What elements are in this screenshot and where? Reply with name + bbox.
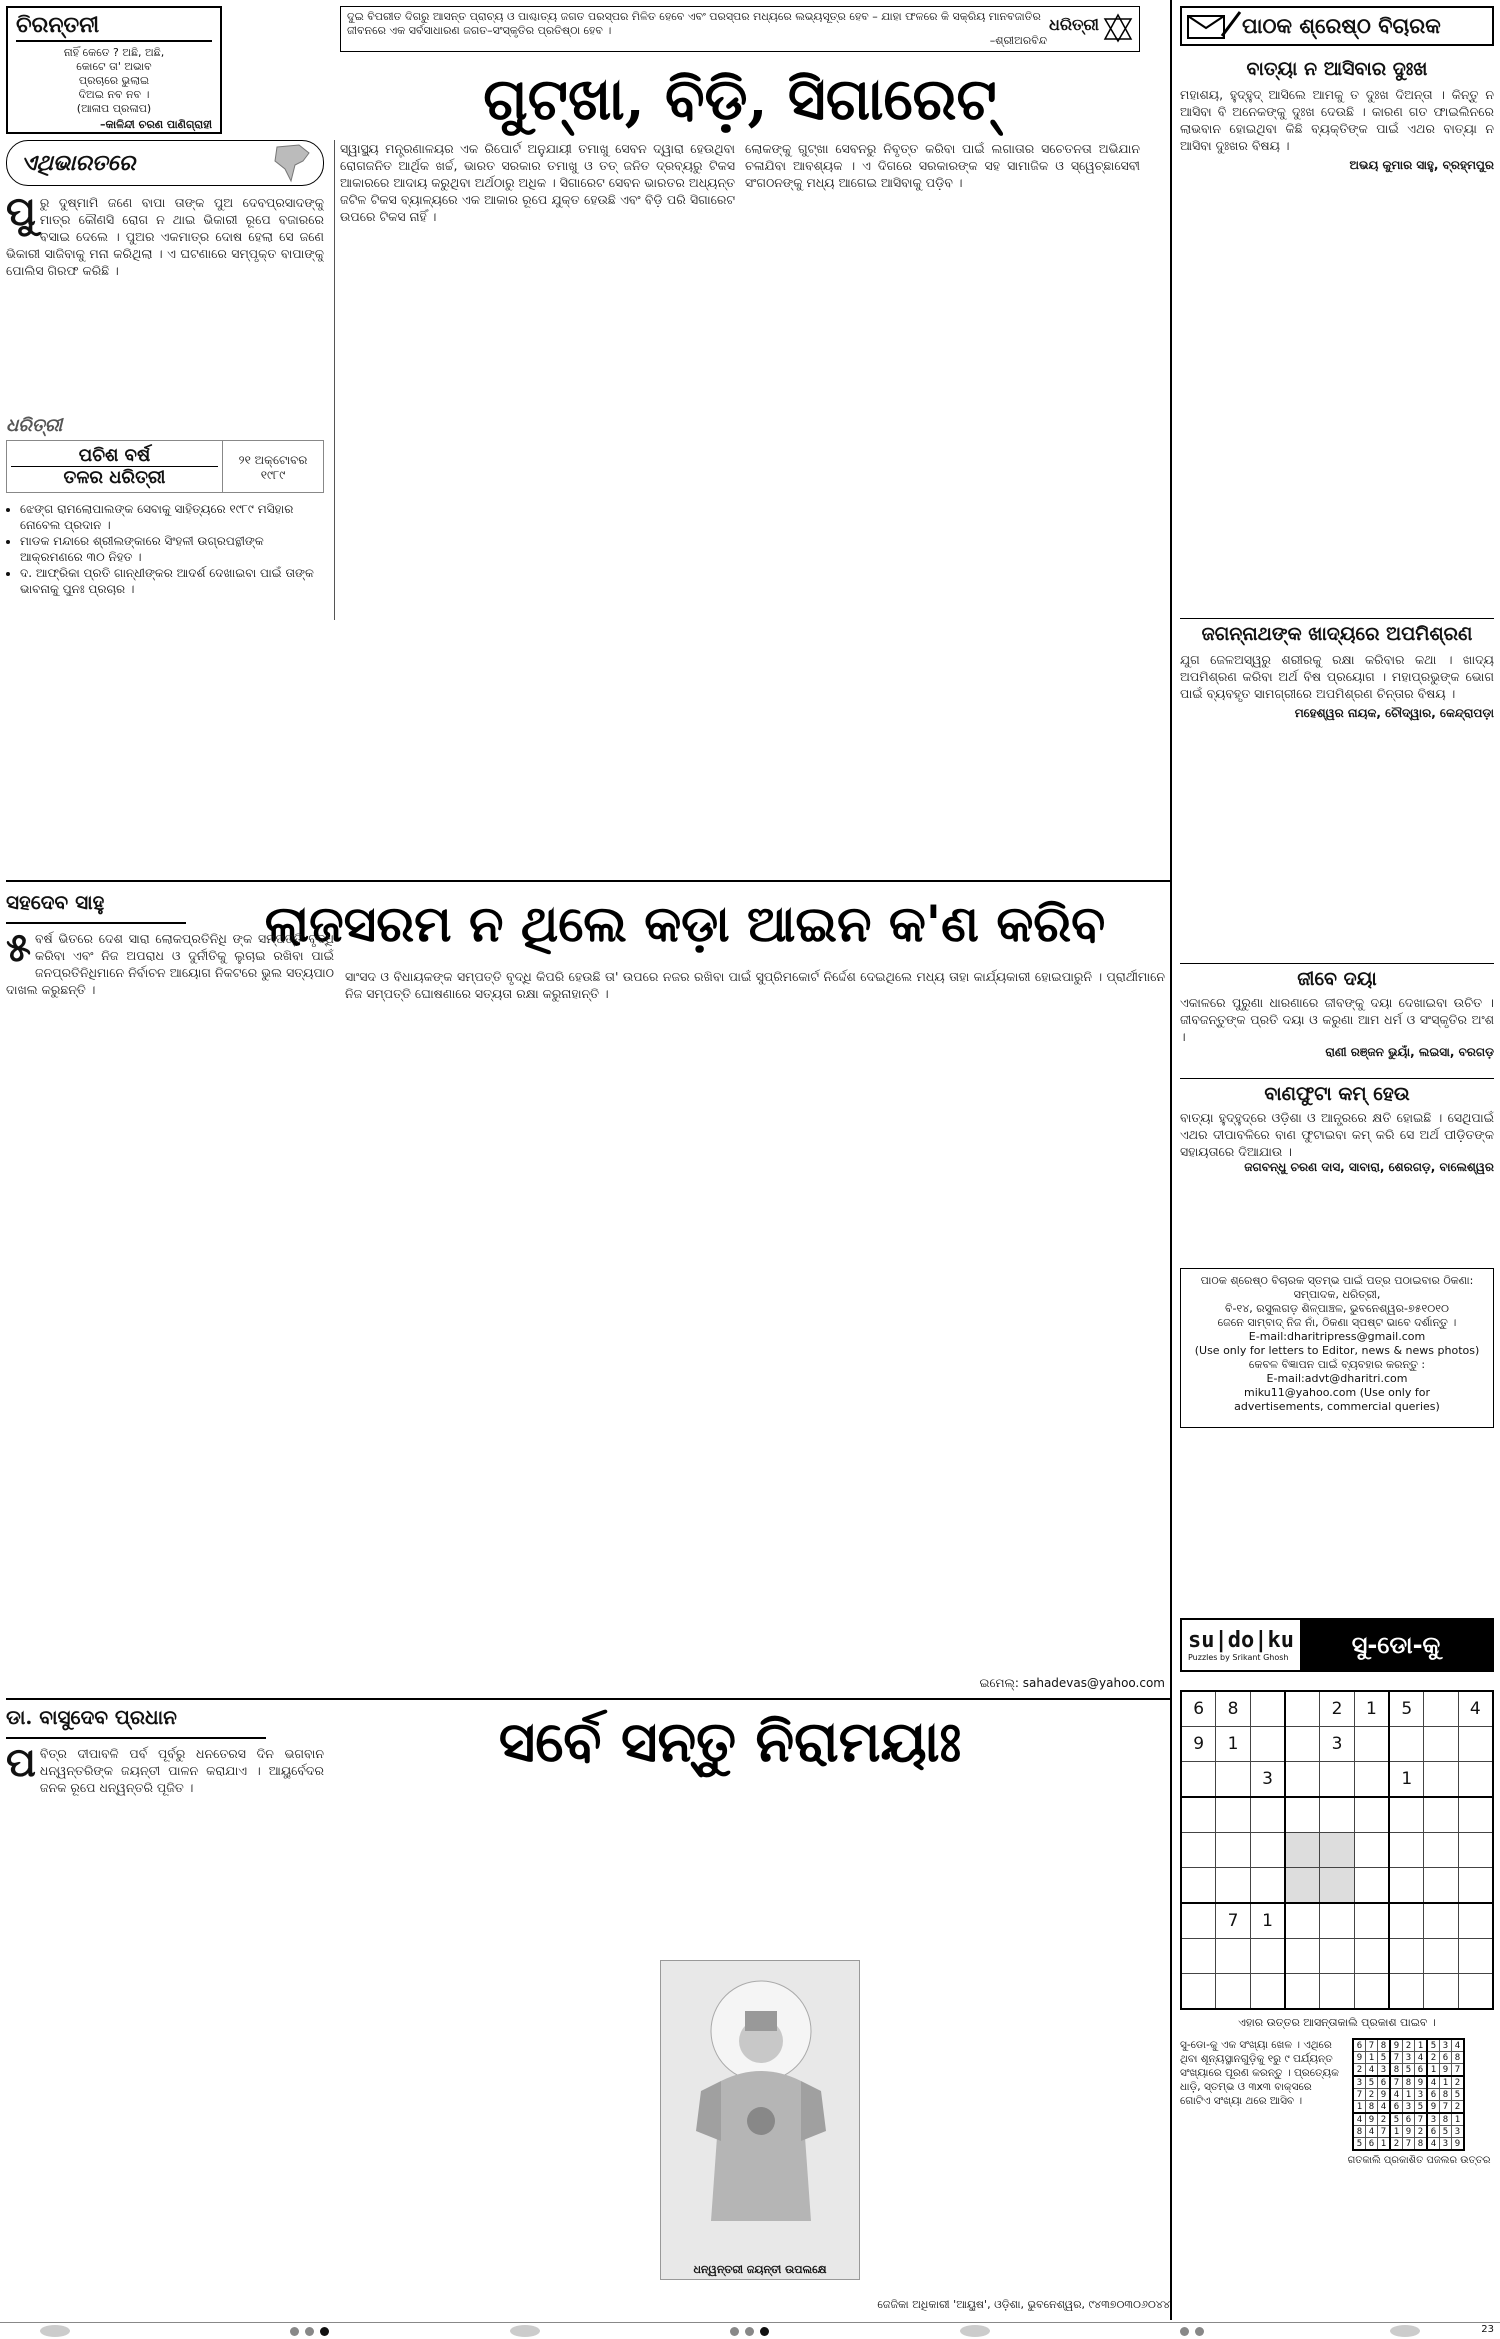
sudoku-cell[interactable]: [1320, 1868, 1354, 1904]
solution-cell: 1: [1427, 2064, 1440, 2077]
sahadev-col1: [6, 930, 334, 1680]
sudoku-cell[interactable]: [1285, 1797, 1320, 1833]
sudoku-cell[interactable]: [1320, 1974, 1354, 2010]
envelope-pen-icon: [1182, 8, 1242, 44]
sudoku-cell[interactable]: [1354, 1833, 1389, 1868]
sudoku-cell[interactable]: [1458, 1833, 1493, 1868]
sudoku-cell[interactable]: 1: [1216, 1727, 1250, 1762]
solution-cell: 7: [1366, 2039, 1378, 2052]
solution-cell: 4: [1452, 2039, 1465, 2052]
column-rule: [334, 140, 335, 620]
sudoku-cell[interactable]: [1458, 1974, 1493, 2010]
sudoku-cell[interactable]: 1: [1389, 1762, 1424, 1798]
solution-cell: 5: [1353, 2138, 1366, 2151]
solution-cell: 2: [1353, 2064, 1366, 2077]
basudev-col1: [6, 1745, 324, 2315]
sahadev-email[interactable]: ଇମେଲ୍: sahadevas@yahoo.com: [979, 1676, 1165, 1690]
register-dot-icon: [760, 2327, 769, 2336]
quote-author: –ଶ୍ରୀଅରବିନ୍ଦ: [989, 34, 1047, 47]
solution-cell: 8: [1378, 2039, 1391, 2052]
solution-cell: 3: [1353, 2076, 1366, 2089]
sudoku-logo: su|do|ku: [1188, 1628, 1294, 1653]
sudoku-row: [1181, 1974, 1493, 2010]
register-mark-icon: [1390, 2325, 1420, 2337]
solution-cell: 3: [1403, 2101, 1415, 2114]
solution-row: [1353, 2113, 1464, 2126]
sudoku-row: [1181, 1939, 1493, 1974]
solution-cell: 5: [1452, 2089, 1465, 2101]
sudoku-cell[interactable]: 8: [1216, 1691, 1250, 1727]
letter-sign: ରାଣୀ ରଞ୍ଜନ ଭୁୟାଁ, ଲଇସା, ବରଗଡ଼: [1325, 1045, 1494, 1059]
page-number: 23: [1481, 2324, 1494, 2335]
sudoku-cell[interactable]: [1354, 1903, 1389, 1939]
contact-line: E-mail:advt@dharitri.com: [1266, 1372, 1408, 1385]
solution-cell: 1: [1452, 2113, 1465, 2126]
basudev-text: ବିତ୍ର ଦୀପାବଳି ପର୍ବ ପୂର୍ବରୁ ଧନତେରସ ଦିନ ଭଗବାନ ଧନ୍ୱନ୍ତରିଙ୍କ ଜୟନ୍ତୀ ପାଳନ କରାଯାଏ । ଆୟୁର୍ବେଦର ଜନକ ରୂପେ ଧନ୍ୱନ୍ତରି ପୂଜିତ ।: [39, 1746, 324, 1795]
solution-cell: 3: [1378, 2064, 1391, 2077]
basudev-address: ଜେଜିକା ଅଧିକାରୀ 'ଆୟୁଷ', ଓଡ଼ିଶା, ଭୁବନେଶ୍ୱର, ୯୪୩୭୦୩୦୬୦୪୪: [877, 2298, 1170, 2311]
sudoku-cell[interactable]: [1285, 1833, 1320, 1868]
solution-cell: 6: [1366, 2138, 1378, 2151]
sudoku-cell[interactable]: 4: [1458, 1691, 1493, 1727]
star-emblem-icon: [1103, 13, 1133, 43]
sudoku-cell[interactable]: [1250, 1797, 1285, 1833]
sudoku-cell[interactable]: [1285, 1762, 1320, 1798]
solution-cell: 6: [1353, 2039, 1366, 2052]
sudoku-answer-note: ଏହାର ଉତ୍ତର ଆସନ୍ତାକାଲି ପ୍ରକାଶ ପାଇବ ।: [1238, 2016, 1436, 2029]
solution-cell: 4: [1427, 2076, 1440, 2089]
letter-sign: ଜଗବନ୍ଧୁ ଚରଣ ଦାସ, ସାବାରା, ଶେରଗଡ଼, ବାଲେଶ୍ୱର: [1244, 1160, 1494, 1174]
solution-cell: 6: [1403, 2113, 1415, 2126]
basudev-byline: [6, 1705, 266, 1739]
sudoku-cell[interactable]: [1250, 1727, 1285, 1762]
sudoku-tagline: Puzzles by Srikant Ghosh: [1188, 1653, 1289, 1662]
register-dot-icon: [290, 2327, 299, 2336]
sudoku-cell[interactable]: [1285, 1868, 1320, 1904]
solution-cell: 6: [1378, 2076, 1391, 2089]
sudoku-cell[interactable]: [1285, 1939, 1320, 1974]
solution-cell: 8: [1403, 2076, 1415, 2089]
sudoku-cell[interactable]: [1181, 1762, 1216, 1798]
solution-cell: 6: [1427, 2126, 1440, 2138]
sudoku-cell[interactable]: 5: [1389, 1691, 1424, 1727]
solution-cell: 1: [1378, 2138, 1391, 2151]
contact-line: (Use only for letters to Editor, news & news photos): [1194, 1344, 1480, 1357]
letters-column: [1180, 58, 1494, 1258]
solution-cell: 3: [1452, 2126, 1465, 2138]
ethu-bharat-section: [6, 140, 324, 410]
image-caption: ଧନ୍ୱନ୍ତରୀ ଜୟନ୍ତୀ ଉପଲକ୍ଷେ: [693, 2263, 827, 2276]
solution-cell: 7: [1440, 2101, 1452, 2114]
sudoku-solution-grid: [1352, 2038, 1465, 2151]
sudoku-cell[interactable]: [1216, 1868, 1250, 1904]
sudoku-row: [1181, 1903, 1493, 1939]
sudoku-cell[interactable]: [1458, 1903, 1493, 1939]
sudoku-cell[interactable]: [1458, 1939, 1493, 1974]
solution-cell: 2: [1427, 2052, 1440, 2064]
letter-2: [1180, 618, 1494, 963]
dharitri25-line1: ପଚିଶ ବର୍ଷ: [11, 445, 218, 467]
solution-cell: 8: [1415, 2138, 1428, 2151]
sudoku-cell[interactable]: [1250, 1833, 1285, 1868]
solution-cell: 2: [1378, 2113, 1391, 2126]
solution-cell: 8: [1390, 2064, 1403, 2077]
sudoku-cell[interactable]: [1354, 1762, 1389, 1798]
headline-3: ସର୍ବେ ସନ୍ତୁ ନିରାମୟାଃ: [498, 1709, 962, 1775]
solution-cell: 4: [1415, 2052, 1428, 2064]
author-name: ସହଦେବ ସାହୁ: [6, 890, 105, 914]
divider: [6, 1698, 1172, 1700]
dharitri-25-years: [6, 415, 324, 615]
sudoku-cell[interactable]: [1181, 1868, 1216, 1904]
ethu-bharat-title: ଏଥିଭାରତରେ: [21, 150, 136, 176]
sudoku-cell[interactable]: [1389, 1974, 1424, 2010]
sudoku-cell[interactable]: [1181, 1903, 1216, 1939]
sudoku-cell[interactable]: [1389, 1833, 1424, 1868]
contact-line: miku11@yahoo.com (Use only for: [1244, 1386, 1430, 1399]
sudoku-cell[interactable]: [1424, 1797, 1458, 1833]
sudoku-cell[interactable]: [1181, 1797, 1216, 1833]
ethu-bharat-banner: [6, 140, 324, 186]
solution-row: [1353, 2138, 1464, 2151]
solution-row: [1353, 2101, 1464, 2114]
solution-cell: 5: [1440, 2126, 1452, 2138]
solution-cell: 9: [1390, 2039, 1403, 2052]
sudoku-cell[interactable]: 1: [1354, 1691, 1389, 1727]
sudoku-cell[interactable]: [1250, 1691, 1285, 1727]
register-dot-icon: [730, 2327, 739, 2336]
solution-cell: 3: [1403, 2052, 1415, 2064]
solution-cell: 7: [1403, 2138, 1415, 2151]
solution-cell: 7: [1378, 2126, 1391, 2138]
solution-row: [1353, 2089, 1464, 2101]
sudoku-cell[interactable]: [1354, 1797, 1389, 1833]
dharitri-logo: ଧରିତ୍ରୀ: [1049, 15, 1099, 34]
solution-cell: 9: [1452, 2138, 1465, 2151]
sudoku-cell[interactable]: [1354, 1868, 1389, 1904]
solution-cell: 9: [1366, 2113, 1378, 2126]
column-rule: [1170, 0, 1172, 2320]
sudoku-cell[interactable]: 9: [1181, 1727, 1216, 1762]
chirantani-box: [6, 6, 222, 134]
main-article-col1: ସ୍ୱାସ୍ଥ୍ୟ ମନ୍ତ୍ରଣାଳୟର ଏକ ରିପୋର୍ଟ ଅନୁଯାୟୀ ତମାଖୁ ସେବନ ଦ୍ୱାରା ହେଉଥିବା ରୋଗଜନିତ ଆର୍ଥିକ ଖର୍ଚ୍ଚ, ଭାରତ ସରକାର ତମାଖୁ ଓ ତତ୍ ଜନିତ ଦ୍ରବ୍ୟରୁ ଟିକସ ଆକାରରେ ଆଦାୟ କରୁଥିବା ଅର୍ଥଠାରୁ ଅଧିକ । ସିଗାରେଟ ସେବନ ଭାରତର ଅଧ୍ୟନ୍ତ ଜଟିଳ ଟିକସ ବ୍ୟାଳ୍ୟରେ ଏକ ଆକାର ରୂପେ ଯୁକ୍ତ ହେଉଛି ଏବଂ ବିଡ଼ି ପରି ସିଗାରେଟ ଉପରେ ଟିକସ ନାହିଁ ।: [340, 141, 735, 224]
list-item: • ମାଡକ ମନ୍ଦାରେ ଶ୍ରୀଲଙ୍କାରେ ସିଂହଳୀ ଉଗ୍ରପନ୍ଥୀଙ୍କ ଆକ୍ରମଣରେ ୩୦ ନିହତ ।: [20, 533, 324, 565]
sudoku-cell[interactable]: [1424, 1691, 1458, 1727]
top-quote: [340, 6, 1140, 52]
solution-cell: 4: [1427, 2138, 1440, 2151]
letter-text: ଯୁଗ ଜେଳଅସ୍ୱରୁ ଶରୀରକୁ ରକ୍ଷା କରିବାର କଥା । ଖାଦ୍ୟ ଅପମିଶ୍ରଣ କରିବା ଅର୍ଥ ବିଷ ପ୍ରୟୋଗ । ମହାପ୍ରଭୁଙ୍କ ଭୋଗ ପାଇଁ ବ୍ୟବହୃତ ସାମଗ୍ରୀରେ ଅପମିଶ୍ରଣ ଚିନ୍ତାର ବିଷୟ ।: [1180, 652, 1494, 701]
letter-title: ଜଗନ୍ନାଥଙ୍କ ଖାଦ୍ୟରେ ଅପମିଶ୍ରଣ: [1201, 623, 1473, 645]
solution-row: [1353, 2052, 1464, 2064]
list-item: • ଝେଙ୍ଗ ରାମଲୋପାଲଙ୍କ ସେବାକୁ ସାହିତ୍ୟରେ ୧୯୮୯ ମସିହାର ନୋବେଲ ପ୍ରଦାନ ।: [20, 501, 324, 533]
solution-row: [1353, 2064, 1464, 2077]
author-name: ଡା. ବାସୁଦେବ ପ୍ରଧାନ: [6, 1705, 177, 1729]
contact-box: [1180, 1268, 1494, 1428]
sudoku-cell[interactable]: [1216, 1939, 1250, 1974]
solution-cell: 7: [1390, 2052, 1403, 2064]
sudoku-row: [1181, 1868, 1493, 1904]
solution-cell: 2: [1390, 2138, 1403, 2151]
sudoku-cell[interactable]: 1: [1250, 1903, 1285, 1939]
sudoku-cell[interactable]: 6: [1181, 1691, 1216, 1727]
solution-cell: 2: [1452, 2076, 1465, 2089]
contact-line: advertisements, commercial queries): [1234, 1400, 1440, 1413]
letter-sign: ଅଭୟ କୁମାର ସାହୁ, ବ୍ରହ୍ମପୁର: [1349, 158, 1494, 172]
letter-title: ବାତ୍ୟା ନ ଆସିବାର ଦୁଃଖ: [1246, 58, 1428, 80]
sudoku-cell[interactable]: [1181, 1974, 1216, 2010]
solution-cell: 2: [1452, 2101, 1465, 2114]
letter-title: ଜୀବେ ଦୟା: [1297, 968, 1377, 990]
sudoku-cell[interactable]: 3: [1250, 1762, 1285, 1798]
solution-cell: 2: [1415, 2126, 1428, 2138]
solution-cell: 4: [1390, 2089, 1403, 2101]
sudoku-cell[interactable]: [1181, 1833, 1216, 1868]
solution-cell: 6: [1427, 2089, 1440, 2101]
register-dot-icon: [745, 2327, 754, 2336]
sudoku-header: [1180, 1618, 1494, 1672]
dharitri25-line2: ତଳର ଧରିତ୍ରୀ: [63, 467, 166, 488]
register-mark-icon: [960, 2325, 990, 2337]
sudoku-row: [1181, 1762, 1493, 1798]
solution-cell: 3: [1415, 2089, 1428, 2101]
dharitri25-list: [6, 501, 324, 597]
footer-rule: [0, 2322, 1500, 2323]
letter-text: ଏକାଳରେ ପୁରୁଣା ଧାରଣାରେ ଜୀବଙ୍କୁ ଦୟା ଦେଖାଇବା ଉଚିତ । ଜୀବଜନ୍ତୁଙ୍କ ପ୍ରତି ଦୟା ଓ କରୁଣା ଆମ ଧର୍ମ ଓ ସଂସ୍କୃତିର ଅଂଶ ।: [1180, 995, 1494, 1044]
solution-cell: 5: [1366, 2076, 1378, 2089]
solution-row: [1353, 2039, 1464, 2052]
solution-cell: 1: [1440, 2076, 1452, 2089]
solution-cell: 8: [1366, 2101, 1378, 2114]
sudoku-cell[interactable]: [1389, 1939, 1424, 1974]
sudoku-cell[interactable]: [1181, 1939, 1216, 1974]
india-map-icon: [269, 143, 313, 187]
solution-cell: 5: [1390, 2113, 1403, 2126]
sudoku-cell[interactable]: [1216, 1974, 1250, 2010]
sudoku-cell[interactable]: [1285, 1691, 1320, 1727]
ethu-bharat-text: ରୁ ଦୁଷ୍ମାମି ଜଣେ ବାପା ତାଙ୍କ ପୁଅ ଦେବପ୍ରସାଦଙ୍କୁ ମାତ୍ର କୌଣସି ରୋଗ ନ ଥାଇ ଭିକାରୀ ରୂପେ ବଜାରରେ ବସାଇ ଦେଲେ । ପୁଅର ଏକମାତ୍ର ଦୋଷ ହେଲା ସେ ଜଣେ ଭିକାରୀ ସାଜିବାକୁ ମନା କରିଥିଲା । ଏ ଘଟଣାରେ ସମ୍ପୃକ୍ତ ବାପାଙ୍କୁ ପୋଲିସ ଗିରଫ କରିଛି ।: [6, 195, 324, 278]
solution-cell: 8: [1440, 2113, 1452, 2126]
register-mark-icon: [40, 2325, 70, 2337]
sudoku-cell[interactable]: [1389, 1797, 1424, 1833]
letter-1: [1180, 58, 1494, 618]
solution-cell: 9: [1427, 2101, 1440, 2114]
solution-cell: 8: [1353, 2126, 1366, 2138]
reader-header-title: ପାଠକ ଶ୍ରେଷ୍ଠ ବିଚାରକ: [1242, 13, 1441, 38]
sudoku-cell[interactable]: [1424, 1727, 1458, 1762]
footer-marks: [0, 2324, 1500, 2339]
solution-cell: 7: [1452, 2064, 1465, 2077]
register-dot-icon: [305, 2327, 314, 2336]
sudoku-cell[interactable]: [1458, 1762, 1493, 1798]
solution-cell: 9: [1378, 2089, 1391, 2101]
solution-cell: 7: [1353, 2089, 1366, 2101]
chirantani-poem: ନାହିଁ କେତେ ? ଅଛି, ଅଛି, କୋଟେ ତା' ଅଭାବ ପ୍ରଚାରେ ଭୁଲାଇ ଦିଅଇ ନବ ନବ । (ଆଳାପ ପ୍ରଳାପ): [63, 46, 165, 115]
contact-line: ବି-୧୪, ରସୁଲଗଡ଼ ଶିଳ୍ପାଞ୍ଚଳ, ଭୁବନେଶ୍ୱର-୭୫୧୦୧୦: [1225, 1302, 1449, 1315]
solution-cell: 9: [1353, 2052, 1366, 2064]
sahadev-byline: [6, 890, 186, 924]
solution-cell: 3: [1427, 2113, 1440, 2126]
sudoku-cell[interactable]: [1320, 1903, 1354, 1939]
solution-cell: 9: [1403, 2126, 1415, 2138]
quote-text: ଦୁଇ ବିପରୀତ ଦିଗରୁ ଆସନ୍ତ ପ୍ରାଚ୍ୟ ଓ ପାଶ୍ଚାତ୍ୟ ଜଗତ ପରସ୍ପର ମିଳିତ ହେବେ ଏବଂ ପରସ୍ପର ମଧ୍ୟରେ ଲଭ୍ୟସୂତ୍ର ହେବ – ଯାହା ଫଳରେ କି ସକ୍ରିୟ ମାନବଜାତିର ଜୀବନରେ ଏକ ସର୍ବସାଧାରଣ ଜଗତ–ସଂସ୍କୃତିର ପ୍ରତିଷ୍ଠା ହେବ ।: [347, 10, 1041, 37]
solution-cell: 5: [1427, 2039, 1440, 2052]
solution-cell: 8: [1452, 2052, 1465, 2064]
sudoku-cell[interactable]: 3: [1320, 1727, 1354, 1762]
sudoku-cell[interactable]: [1216, 1762, 1250, 1798]
divider: [6, 880, 1172, 882]
headline-2: ଲାଜସରମ ନ ଥିଲେ କଡ଼ା ଆଇନ କ'ଣ କରିବ: [264, 894, 1106, 953]
solution-cell: 6: [1440, 2052, 1452, 2064]
solution-cell: 6: [1415, 2064, 1428, 2077]
sudoku-cell[interactable]: [1424, 1939, 1458, 1974]
letter-text: ବାତ୍ୟା ହୁଦ୍‌ହୁଦ୍‌ରେ ଓଡ଼ିଶା ଓ ଆନ୍ଧ୍ରରେ କ୍ଷତି ହୋଇଛି । ସେଥିପାଇଁ ଏଥର ଦୀପାବଳିରେ ବାଣ ଫୁଟାଇବା କମ୍ କରି ସେ ଅର୍ଥ ପୀଡ଼ିତଙ୍କ ସହାୟତାରେ ଦିଆଯାଉ ।: [1180, 1110, 1494, 1159]
solution-cell: 1: [1403, 2089, 1415, 2101]
second-article-col: ସାଂସଦ ଓ ବିଧାୟକଙ୍କ ସମ୍ପତ୍ତି ବୃଦ୍ଧି କିପରି ହେଉଛି ତା' ଉପରେ ନଜର ରଖିବା ପାଇଁ ସୁପ୍ରିମକୋର୍ଟ ନିର୍ଦ୍ଦେଶ ଦେଇଥିଲେ ମଧ୍ୟ ତାହା କାର୍ଯ୍ୟକାରୀ ହୋଇପାରୁନି । ପ୍ରାର୍ଥୀମାନେ ନିଜ ସମ୍ପତ୍ତି ଘୋଷଣାରେ ସତ୍ୟତା ରକ୍ଷା କରୁନାହାନ୍ତି ।: [345, 969, 1165, 1001]
letter-3: [1180, 963, 1494, 1078]
dharitri25-logo: ଧରିତ୍ରୀ: [6, 415, 63, 436]
solution-cell: 1: [1415, 2039, 1428, 2052]
contact-line: ଜେନେ ସାମ୍ବାଦ୍ ନିଜ ନାଁ, ଠିକଣା ସ୍ପଷ୍ଟ ଭାବେ ଦର୍ଶାନ୍ତୁ ।: [1217, 1316, 1457, 1329]
sudoku-cell[interactable]: [1285, 1903, 1320, 1939]
sudoku-row: [1181, 1691, 1493, 1727]
solution-cell: 1: [1353, 2101, 1366, 2114]
solution-cell: 5: [1403, 2064, 1415, 2077]
chirantani-author: –କାଳିନ୍ଦୀ ଚରଣ ପାଣିଗ୍ରାହୀ: [100, 118, 212, 131]
register-dot-icon: [320, 2327, 329, 2336]
solution-cell: 5: [1415, 2101, 1428, 2114]
sudoku-cell[interactable]: [1424, 1762, 1458, 1798]
solution-cell: 8: [1440, 2089, 1452, 2101]
sudoku-cell[interactable]: [1354, 1939, 1389, 1974]
contact-line: E-mail:dharitripress@gmail.com: [1248, 1330, 1426, 1343]
solution-cell: 5: [1378, 2052, 1391, 2064]
list-item: • ଦ. ଆଫ୍ରିକା ପ୍ରତି ଗାନ୍ଧୀଙ୍କର ଆଦର୍ଶ ଦେଖାଇବା ପାଇଁ ତାଙ୍କ ଭାବନାକୁ ପୁନଃ ପ୍ରଚାର ।: [20, 565, 324, 597]
sudoku-rules: ସୁ-ଡୋ-କୁ ଏକ ସଂଖ୍ୟା ଖେଳ । ଏଥିରେ ଥିବା ଶୂନ୍ୟସ୍ଥାନଗୁଡ଼ିକୁ ୧ରୁ ୯ ପର୍ଯ୍ୟନ୍ତ ସଂଖ୍ୟାରେ ପୂରଣ କରନ୍ତୁ । ପ୍ରତ୍ୟେକ ଧାଡ଼ି, ସ୍ତମ୍ଭ ଓ ୩x୩ ବାକ୍ସରେ ଗୋଟିଏ ସଂଖ୍ୟା ଥରେ ଆସିବ ।: [1180, 2039, 1339, 2107]
solution-cell: 3: [1440, 2039, 1452, 2052]
sahadev-dropcap: ୫: [6, 930, 31, 971]
sudoku-cell[interactable]: [1424, 1833, 1458, 1868]
solution-cell: 3: [1440, 2138, 1452, 2151]
sudoku-row: [1181, 1797, 1493, 1833]
solution-cell: 4: [1366, 2126, 1378, 2138]
sudoku-title: ସୁ-ଡୋ-କୁ: [1300, 1620, 1492, 1670]
contact-line: ସମ୍ପାଦକ, ଧରିତ୍ରୀ,: [1293, 1288, 1381, 1301]
sudoku-cell[interactable]: [1320, 1939, 1354, 1974]
solution-cell: 2: [1403, 2039, 1415, 2052]
dhanvantari-image: [660, 1960, 860, 2280]
ethu-bharat-dropcap: ପୁ: [6, 188, 36, 235]
register-mark-icon: [510, 2325, 540, 2337]
solution-cell: 6: [1390, 2101, 1403, 2114]
sudoku-row: [1181, 1833, 1493, 1868]
contact-line: କେବଳ ବିଜ୍ଞାପନ ପାଇଁ ବ୍ୟବହାର କରନ୍ତୁ :: [1248, 1358, 1426, 1371]
solution-cell: 9: [1415, 2076, 1428, 2089]
sudoku-cell[interactable]: [1424, 1974, 1458, 2010]
sudoku-cell[interactable]: [1354, 1727, 1389, 1762]
sudoku-cell[interactable]: [1424, 1868, 1458, 1904]
register-dot-icon: [1180, 2327, 1189, 2336]
dharitri25-date: ୨୧ ଅକ୍ଟୋବର ୧୯୮୯: [238, 453, 308, 482]
sudoku-cell[interactable]: [1216, 1797, 1250, 1833]
sudoku-cell[interactable]: [1424, 1903, 1458, 1939]
solution-row: [1353, 2126, 1464, 2138]
sudoku-cell[interactable]: [1320, 1762, 1354, 1798]
sudoku-grid[interactable]: [1180, 1690, 1494, 2010]
sudoku-section: [1180, 1618, 1494, 2318]
solution-cell: 9: [1440, 2064, 1452, 2077]
sudoku-cell[interactable]: [1285, 1974, 1320, 2010]
sudoku-cell[interactable]: [1216, 1833, 1250, 1868]
sudoku-cell[interactable]: [1285, 1727, 1320, 1762]
sudoku-cell[interactable]: [1250, 1939, 1285, 1974]
reader-header: [1180, 6, 1494, 46]
letter-text: ମହାଶୟ, ହୁଦ୍‌ହୁଦ୍ ଆସିଲେ ଆମକୁ ତ ଦୁଃଖ ଦିଅନ୍ତା । କିନ୍ତୁ ନ ଆସିବା ବି ଅନେକଙ୍କୁ ଦୁଃଖ ଦେଉଛି । କାରଣ ଗତ ଫାଇଲିନରେ ଲାଭବାନ ହୋଇଥିବା କିଛି ବ୍ୟକ୍ତିଙ୍କ ପାଇଁ ଏଥର ବାତ୍ୟା ନ ଆସିବା ଦୁଃଖର ବିଷୟ ।: [1180, 87, 1494, 153]
sudoku-cell[interactable]: 2: [1320, 1691, 1354, 1727]
basudev-dropcap: ପ: [6, 1745, 36, 1786]
main-article-col2: ଲୋକଙ୍କୁ ଗୁଟ୍‌ଖା ସେବନରୁ ନିବୃତ୍ତ କରିବା ପାଇଁ ଲଗାତାର ସଚେତନତା ଅଭିଯାନ ଚଳାଯିବା ଆବଶ୍ୟକ । ଏ ଦିଗରେ ସରକାରଙ୍କ ସହ ସାମାଜିକ ଓ ସ୍ୱେଚ୍ଛାସେବୀ ସଂଗଠନଙ୍କୁ ମଧ୍ୟ ଆଗେଇ ଆସିବାକୁ ପଡ଼ିବ ।: [745, 141, 1140, 190]
solution-cell: 7: [1390, 2076, 1403, 2089]
solution-cell: 2: [1366, 2089, 1378, 2101]
sudoku-cell[interactable]: [1354, 1974, 1389, 2010]
sudoku-cell[interactable]: [1250, 1868, 1285, 1904]
sudoku-row: [1181, 1727, 1493, 1762]
solution-cell: 4: [1353, 2113, 1366, 2126]
sudoku-cell[interactable]: [1320, 1833, 1354, 1868]
solution-row: [1353, 2076, 1464, 2089]
sudoku-solution-caption: ଗତକାଲି ପ୍ରକାଶିତ ପଜଲର ଉତ୍ତର: [1347, 2155, 1491, 2166]
main-headline: ଗୁଟ୍‌ଖା, ବିଡ଼ି, ସିଗାରେଟ୍: [483, 65, 997, 133]
sahadev-text: ବର୍ଷ ଭିତରେ ଦେଶ ସାରା ଲୋକପ୍ରତିନିଧି ଙ୍କ ସମ୍ପତ୍ତି ବୃଦ୍ଧି କରିବା ଏବଂ ନିଜ ଅପରାଧ ଓ ଦୁର୍ନୀତିକୁ ଲୁଚାଇ ରଖିବା ପାଇଁ ଜନପ୍ରତିନିଧିମାନେ ନିର୍ବାଚନ ଆୟୋଗ ନିକଟରେ ଭୁଲ ସତ୍ୟପାଠ ଦାଖଲ କରୁଛନ୍ତି ।: [6, 931, 334, 997]
solution-cell: 4: [1378, 2101, 1391, 2114]
solution-cell: 7: [1415, 2113, 1428, 2126]
sudoku-cell[interactable]: 7: [1216, 1903, 1250, 1939]
contact-line: ପାଠକ ଶ୍ରେଷ୍ଠ ବିଚାରକ ସ୍ତମ୍ଭ ପାଇଁ ପତ୍ର ପଠାଇବାର ଠିକଣା:: [1200, 1274, 1474, 1287]
sudoku-cell[interactable]: [1389, 1903, 1424, 1939]
register-dot-icon: [1195, 2327, 1204, 2336]
sudoku-cell[interactable]: [1389, 1868, 1424, 1904]
sudoku-cell[interactable]: [1250, 1974, 1285, 2010]
solution-cell: 4: [1366, 2064, 1378, 2077]
sudoku-cell[interactable]: [1458, 1727, 1493, 1762]
solution-cell: 1: [1390, 2126, 1403, 2138]
sudoku-cell[interactable]: [1458, 1797, 1493, 1833]
solution-cell: 1: [1366, 2052, 1378, 2064]
letter-sign: ମହେଶ୍ୱର ନାୟକ, ଚୌଦ୍ୱାର, କେନ୍ଦ୍ରାପଡ଼ା: [1294, 706, 1494, 720]
sudoku-cell[interactable]: [1458, 1868, 1493, 1904]
chirantani-title: ଚିରନ୍ତନୀ: [16, 12, 212, 42]
sudoku-cell[interactable]: [1389, 1727, 1424, 1762]
sudoku-cell[interactable]: [1320, 1797, 1354, 1833]
letter-4: [1180, 1078, 1494, 1243]
letter-title: ବାଣଫୁଟା କମ୍ ହେଉ: [1264, 1083, 1410, 1105]
